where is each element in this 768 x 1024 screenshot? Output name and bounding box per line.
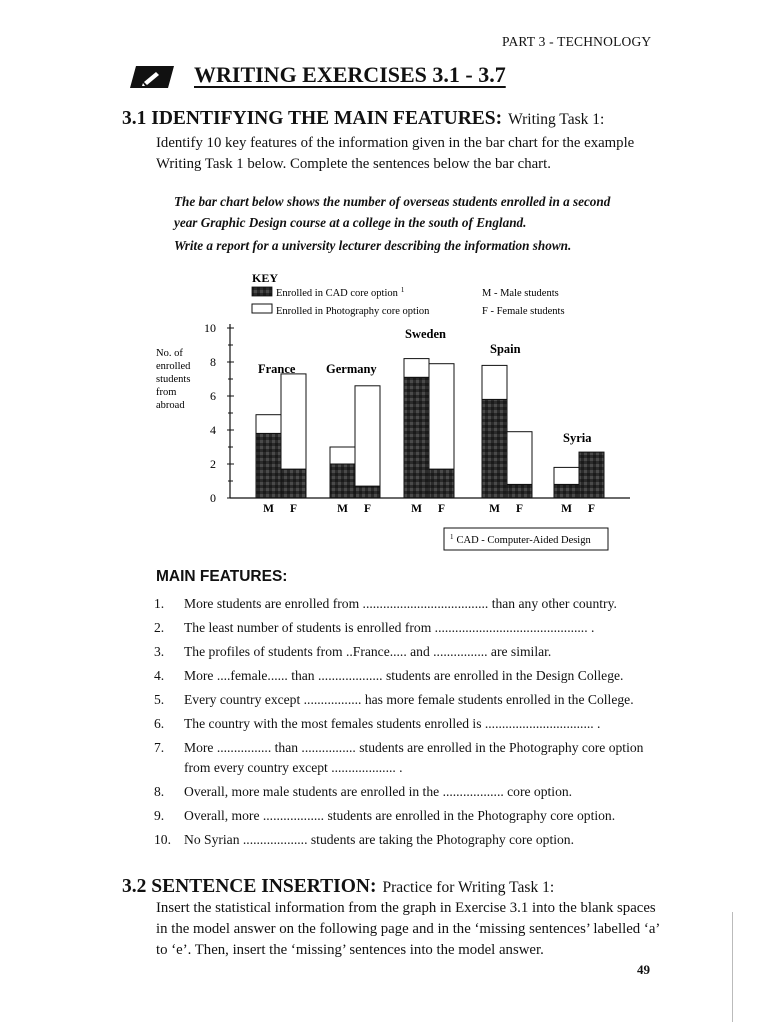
main-feature-item: [154, 830, 664, 850]
main-feature-item: [154, 618, 664, 638]
section-3-1-title: 3.1 IDENTIFYING THE MAIN FEATURES:: [122, 108, 503, 129]
bar-photo-france-f: [281, 374, 306, 469]
main-feature-text: Every country except ................. has more female students enrolled in the College.: [184, 692, 634, 707]
y-tick-label: 10: [204, 321, 216, 335]
y-axis-label-line: from: [156, 387, 177, 398]
main-feature-text: More ................ than ................ students are enrolled in the Photography core option from every country except ................... .: [184, 740, 644, 775]
x-sub-label: M: [337, 503, 348, 515]
main-feature-number: 6.: [154, 716, 165, 731]
main-feature-text: Overall, more male students are enrolled in the .................. core option.: [184, 784, 573, 799]
task-line: year Graphic Design course at a college in the south of England.: [174, 215, 527, 230]
category-label: Syria: [563, 431, 592, 445]
page-title: WRITING EXERCISES 3.1 - 3.7: [194, 62, 506, 87]
key-cad-swatch: [252, 287, 272, 296]
main-feature-number: 2.: [154, 620, 165, 635]
bar-photo-syria-m: [554, 467, 579, 484]
section-3-1-heading: [122, 108, 604, 130]
chart-key: [252, 271, 565, 317]
footnote-text: [450, 533, 591, 546]
x-sub-label: M: [561, 503, 572, 515]
main-feature-text: The country with the most females students enrolled is ................................ .: [184, 716, 601, 731]
main-feature-item: [154, 782, 664, 802]
main-features-list: [154, 594, 664, 854]
section-3-1-intro: [156, 133, 696, 175]
bar-photo-sweden-m: [404, 359, 429, 378]
x-sub-label: F: [515, 503, 524, 515]
x-sub-label: F: [587, 503, 596, 515]
section-3-2-title: 3.2 SENTENCE INSERTION:: [122, 876, 377, 897]
bar-cad-sweden-m: [404, 377, 429, 498]
x-sub-label: M: [411, 503, 422, 515]
section-3-2-heading: [122, 876, 554, 898]
footnote-mark: 1: [450, 533, 454, 541]
footnote-label: CAD - Computer-Aided Design: [456, 535, 591, 546]
bar-cad-syria-f: [579, 452, 604, 498]
bar-photo-sweden-f: [429, 364, 454, 469]
main-feature-number: 8.: [154, 784, 165, 799]
category-label: Sweden: [405, 327, 446, 341]
margin-rule: [732, 912, 733, 1022]
key-female-label: F - Female students: [482, 306, 565, 317]
body-line: to ‘e’. Then, insert the ‘missing’ sentences into the model answer.: [156, 942, 544, 958]
bar-cad-sweden-f: [429, 469, 454, 498]
category-label: Spain: [490, 342, 521, 356]
key-title: KEY: [252, 271, 279, 285]
pencil-exercise-icon: [130, 66, 174, 88]
main-feature-text: More students are enrolled from ..................................... than any other country.: [184, 596, 617, 611]
y-axis-label-line: abroad: [156, 400, 185, 411]
y-axis-label-line: No. of: [156, 348, 183, 359]
main-feature-number: 9.: [154, 808, 165, 823]
main-feature-number: 10.: [154, 832, 171, 847]
bar-photo-spain-f: [507, 432, 532, 485]
key-cad-label: Enrolled in CAD core option $^1$: [276, 286, 405, 299]
main-feature-number: 4.: [154, 668, 165, 683]
key-male-label: M - Male students: [482, 288, 559, 299]
x-sub-label: M: [489, 503, 500, 515]
x-sub-label: M: [263, 503, 274, 515]
bar-chart: [140, 266, 640, 556]
bar-cad-germany-m: [330, 464, 355, 498]
task-line: The bar chart below shows the number of overseas students enrolled in a second: [174, 194, 611, 209]
y-tick-label: 4: [210, 423, 216, 437]
category-label: France: [258, 362, 296, 376]
bar-photo-germany-f: [355, 386, 380, 486]
task-prompt: [174, 191, 694, 256]
bar-cad-syria-m: [554, 484, 579, 498]
main-feature-text: The profiles of students from ..France..... and ................ are similar.: [184, 644, 552, 659]
main-feature-item: [154, 738, 664, 778]
bar-photo-france-m: [256, 415, 281, 434]
bar-cad-spain-m: [482, 399, 507, 498]
bar-cad-france-f: [281, 469, 306, 498]
bar-cad-spain-f: [507, 484, 532, 498]
y-tick-label: 2: [210, 457, 216, 471]
main-feature-number: 3.: [154, 644, 165, 659]
x-sub-label: F: [363, 503, 372, 515]
bar-photo-germany-m: [330, 447, 355, 464]
chart-footnote: [444, 528, 608, 550]
key-cad-footnote-mark: 1: [400, 286, 405, 294]
x-sub-label: F: [289, 503, 298, 515]
main-feature-number: 5.: [154, 692, 165, 707]
y-tick-label: 6: [210, 389, 216, 403]
main-feature-text: No Syrian ................... students are taking the Photography core option.: [184, 832, 575, 847]
body-line: Insert the statistical information from the graph in Exercise 3.1 into the blank spaces: [156, 900, 656, 916]
y-tick-label: 8: [210, 355, 216, 369]
running-header: PART 3 - TECHNOLOGY: [502, 34, 652, 49]
task-line: Write a report for a university lecturer describing the information shown.: [174, 238, 572, 253]
main-feature-item: [154, 714, 664, 734]
main-feature-number: 7.: [154, 740, 165, 755]
key-photo-label: Enrolled in Photography core option: [276, 306, 430, 317]
main-feature-item: [154, 642, 664, 662]
main-feature-item: [154, 690, 664, 710]
intro-line: Writing Task 1 below. Complete the sentences below the bar chart.: [156, 156, 551, 172]
main-features-heading: MAIN FEATURES:: [156, 568, 288, 585]
main-feature-number: 1.: [154, 596, 165, 611]
bar-cad-france-m: [256, 433, 281, 498]
bar-cad-germany-f: [355, 486, 380, 498]
chart-bars: [256, 359, 604, 498]
main-feature-text: The least number of students is enrolled from ............................................. .: [184, 620, 595, 635]
main-feature-item: [154, 666, 664, 686]
x-sub-label: F: [437, 503, 446, 515]
bar-photo-spain-m: [482, 365, 507, 399]
body-line: in the model answer on the following page and in the ‘missing sentences’ labelled ‘a’: [156, 921, 661, 937]
main-feature-text: Overall, more .................. students are enrolled in the Photography core option.: [184, 808, 616, 823]
section-3-2-subtitle: Practice for Writing Task 1:: [382, 879, 555, 896]
section-3-1-subtitle: Writing Task 1:: [508, 111, 605, 128]
intro-line: Identify 10 key features of the information given in the bar chart for the example: [156, 135, 635, 151]
section-3-2-body: [156, 898, 716, 961]
main-feature-text: More ....female...... than ................... students are enrolled in the Design College.: [184, 668, 624, 683]
main-feature-item: [154, 806, 664, 826]
y-tick-label: 0: [210, 491, 216, 505]
page-number: 49: [637, 962, 650, 977]
category-label: Germany: [326, 362, 377, 376]
main-feature-item: [154, 594, 664, 614]
key-photo-swatch: [252, 304, 272, 313]
y-axis-label-line: enrolled: [156, 361, 191, 372]
y-axis-label-line: students: [156, 374, 191, 385]
